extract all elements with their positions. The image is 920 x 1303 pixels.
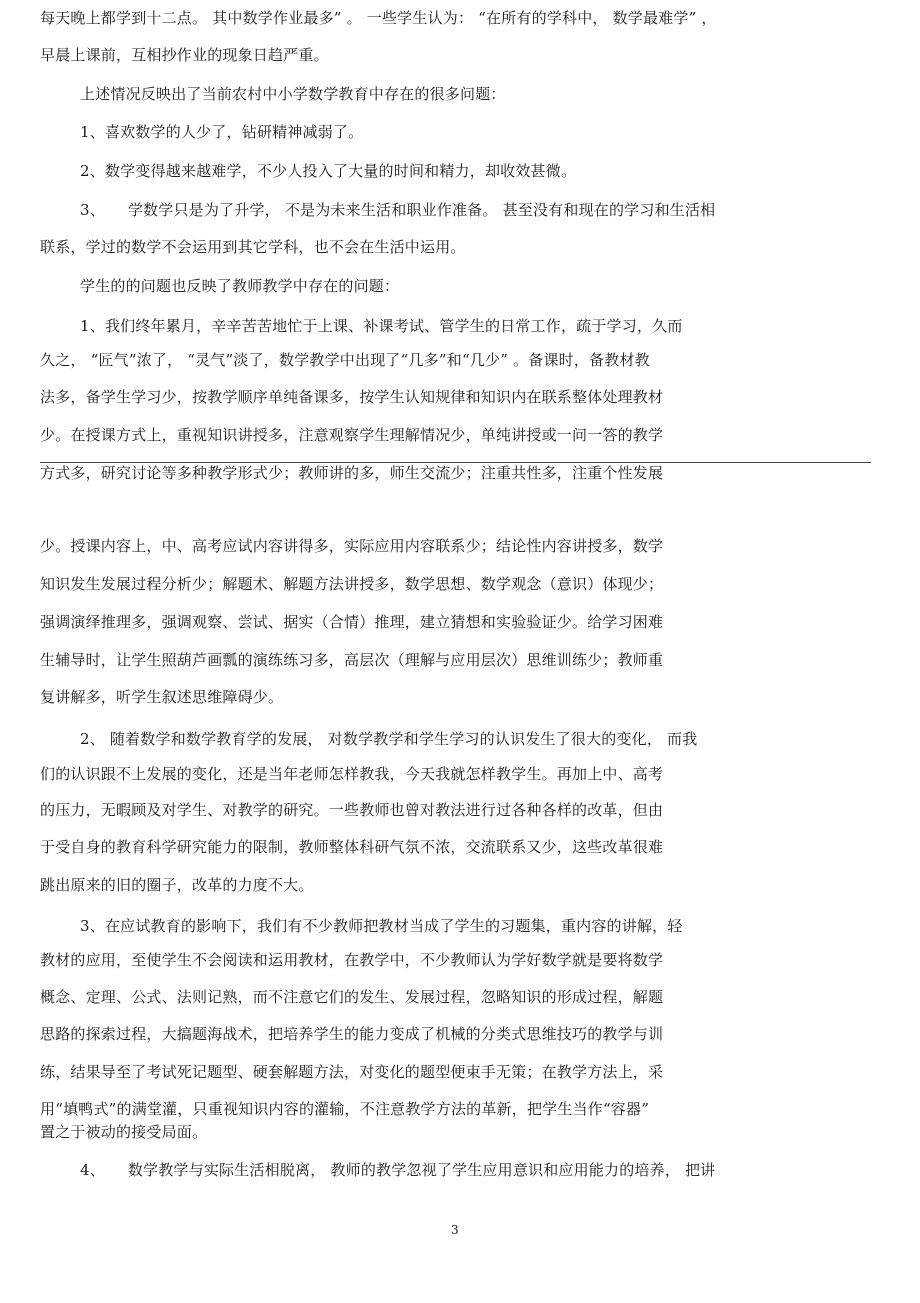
text-line: 复讲解多，听学生叙述思维障碍少。 bbox=[40, 688, 284, 706]
text-line: 练，结果导至了考试死记题型、硬套解题方法，对变化的题型便束手无策；在教学方法上，采 bbox=[40, 1063, 664, 1081]
text-line: 上述情况反映出了当前农村中小学数学教育中存在的很多问题： bbox=[80, 85, 506, 103]
text-line: 法多，备学生学习少，按教学顺序单纯备课多，按学生认知规律和知识内在联系整体处理教材 bbox=[40, 388, 664, 406]
text-line: 生辅导时，让学生照葫芦画瓢的演练练习多，高层次（理解与应用层次）思维训练少；教师重 bbox=[40, 651, 664, 669]
text-line: 跳出原来的旧的圈子，改革的力度不大。 bbox=[40, 876, 314, 894]
list-item: 1、喜欢数学的人少了，钻研精神减弱了。 bbox=[80, 123, 364, 141]
text-line: 强调演绎推理多，强调观察、尝试、据实（合情）推理，建立猜想和实验验证少。给学习困难 bbox=[40, 613, 664, 631]
text-line: 们的认识跟不上发展的变化，还是当年老师怎样教我，今天我就怎样教学生。再加上中、高考 bbox=[40, 765, 664, 783]
list-item: 3、在应试教育的影响下，我们有不少教师把教材当成了学生的习题集，重内容的讲解，轻 bbox=[80, 917, 683, 935]
text-line: 思路的探索过程，大搞题海战术，把培养学生的能力变成了机械的分类式思维技巧的教学与训 bbox=[40, 1025, 664, 1043]
text-line: 学生的的问题也反映了教师教学中存在的问题： bbox=[80, 277, 400, 295]
text-line: 少。在授课方式上，重视知识讲授多，注意观察学生理解情况少，单纯讲授或一问一答的教学 bbox=[40, 426, 664, 444]
text-line: 联系，学过的数学不会运用到其它学科，也不会在生活中运用。 bbox=[40, 238, 466, 256]
text-line: 早晨上课前，互相抄作业的现象日趋严重。 bbox=[40, 46, 329, 64]
list-item: 2、 随着数学和数学教育学的发展， 对数学教学和学生学习的认识发生了很大的变化， 而我 bbox=[80, 730, 698, 748]
text-line: 少。授课内容上，中、高考应试内容讲得多，实际应用内容联系少；结论性内容讲授多，数学 bbox=[40, 537, 664, 555]
text-line: 知识发生发展过程分析少；解题术、解题方法讲授多，数学思想、数学观念（意识）体现少； bbox=[40, 575, 664, 593]
text-line: 用“填鸭式”的满堂灌，只重视知识内容的灌输，不注意教学方法的革新，把学生当作“容器” bbox=[40, 1100, 650, 1118]
text-line: 概念、定理、公式、法则记熟，而不注意它们的发生、发展过程，忽略知识的形成过程，解题 bbox=[40, 988, 664, 1006]
text-line: 的压力，无暇顾及对学生、对教学的研究。一些教师也曾对教法进行过各种各样的改革，但由 bbox=[40, 801, 664, 819]
text-line: 久之， “匠气”浓了， “灵气”淡了，数学教学中出现了“几多”和“几少” 。备课时，备教材教 bbox=[40, 351, 650, 369]
list-item: 3、 学数学只是为了升学， 不是为未来生活和职业作准备。 甚至没有和现在的学习和生活相 bbox=[80, 201, 716, 219]
text-line: 于受自身的教育科学研究能力的限制，教师整体科研气氛不浓，交流联系又少，这些改革很难 bbox=[40, 838, 664, 856]
list-item: 4、 数学教学与实际生活相脱离， 教师的教学忽视了学生应用意识和应用能力的培养， 把讲 bbox=[80, 1161, 716, 1179]
list-item: 1、我们终年累月，辛辛苦苦地忙于上课、补课考试、管学生的日常工作，疏于学习，久而 bbox=[80, 317, 683, 335]
page-number: 3 bbox=[451, 1223, 459, 1237]
text-line: 教材的应用，至使学生不会阅读和运用教材，在教学中，不少教师认为学好数学就是要将数学 bbox=[40, 951, 664, 969]
text-line: 置之于被动的接受局面。 bbox=[40, 1123, 208, 1141]
text-line: 每天晚上都学到十二点。 其中数学作业最多” 。 一些学生认为： “在所有的学科中， 数学最难学” ， bbox=[40, 9, 717, 27]
text-line: 方式多，研究讨论等多种教学形式少；教师讲的多，师生交流少；注重共性多，注重个性发展 bbox=[40, 464, 664, 482]
list-item: 2、数学变得越来越难学，不少人投入了大量的时间和精力，却收效甚微。 bbox=[80, 162, 577, 180]
